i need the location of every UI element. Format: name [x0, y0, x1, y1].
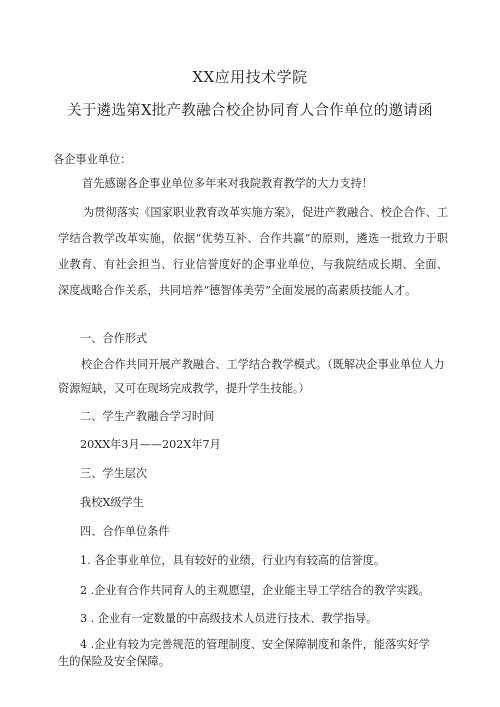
letter-title: 关于遴选第X批产教融合校企协同育人合作单位的邀请函 — [67, 103, 433, 119]
condition-item: 1. 各企事业单位，具有较好的业绩，行业内有较高的信誉度。 — [80, 554, 386, 567]
main-paragraph: 为贯彻落实《国家职业教育改革实施方案》，促进产教融合、校企合作、工学结合教学改革实施，依据“优势互补、合作共赢”的原则，遴选一批致力于职业教育、有社会担当、行业信誉度好的企事业单位，与我院结成长期、全面、深度战略合作关系，共同培养“德智体美劳”全面发展的高素质技能人才。 — [58, 206, 448, 297]
salutation: 各企事业单位： — [53, 153, 132, 166]
condition-item: 4 .企业有较为完善规范的管理制度、安全保障制度和条件，能落实好学生的保险及安全保障。 — [58, 638, 430, 668]
intro-paragraph: 首先感谢各企事业单位多年来对我院教育教学的大力支持！ — [82, 177, 373, 190]
school-name: XX应用技术学院 — [192, 68, 308, 86]
section-content-study-time: 20XX年3月——202X年7月 — [80, 438, 221, 451]
section-heading-partner-conditions: 四、合作单位条件 — [80, 525, 170, 538]
section-content-student-level: 我校X级学生 — [80, 496, 144, 509]
section-heading-cooperation-form: 一、合作形式 — [80, 332, 148, 345]
condition-item: 3 . 企业有一定数量的中高级技术人员进行技术、教学指导。 — [80, 612, 378, 625]
condition-item: 2 .企业有合作共同育人的主观愿望，企业能主导工学结合的教学实践。 — [80, 584, 430, 597]
section-heading-student-level: 三、学生层次 — [80, 467, 148, 480]
section-content-cooperation-form: 校企合作共同开展产教融合、工学结合教学模式。（既解决企事业单位人力资源短缺，又可在现场完成教学，提升学生技能。） — [58, 358, 445, 395]
section-heading-study-time: 二、学生产教融合学习时间 — [80, 410, 215, 423]
